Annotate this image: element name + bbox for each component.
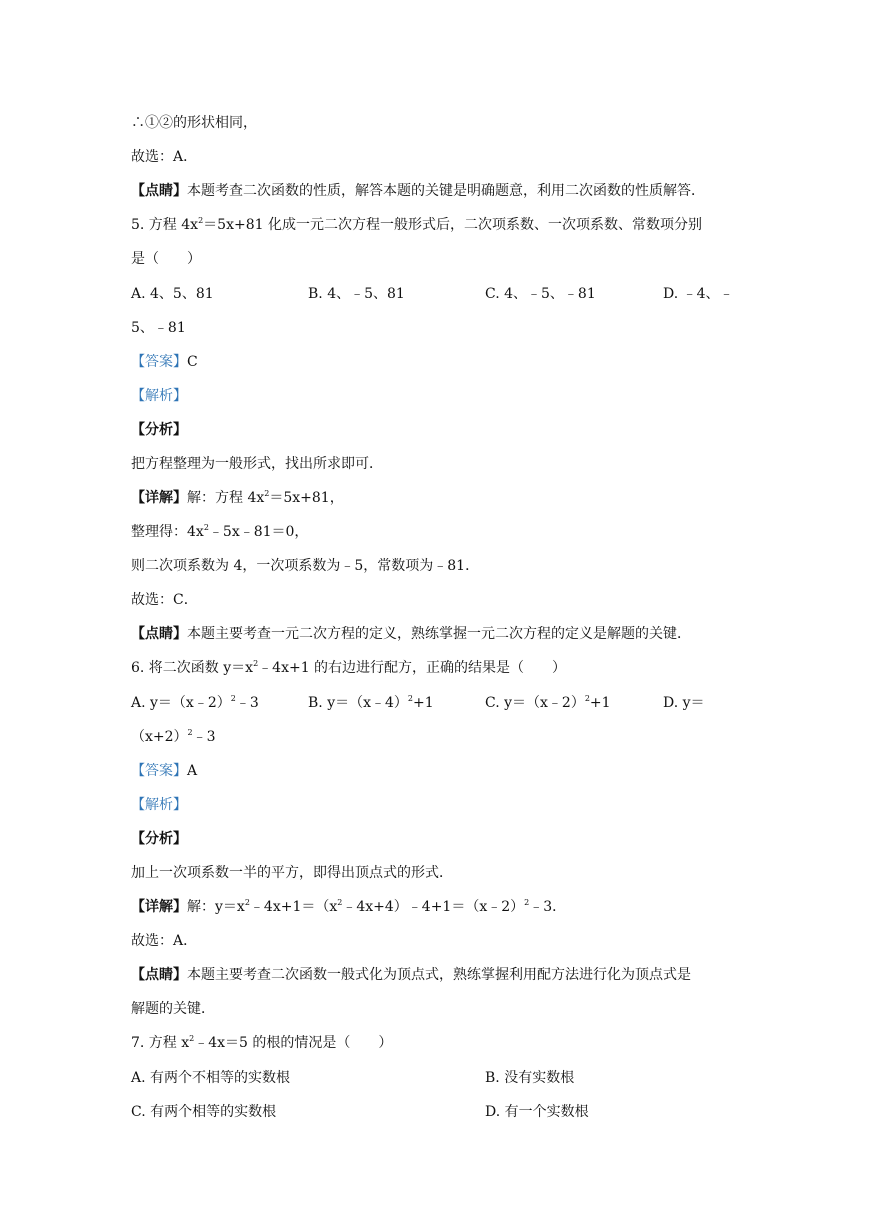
q6-option-d-cont: （x+2）: [131, 729, 188, 745]
q6-dianjing-text-2: 解题的关键．: [131, 1001, 215, 1017]
q5-option-d-text-cont: 5、﹣81: [131, 320, 186, 336]
q6-option-b-sup: 2: [407, 694, 413, 703]
q5-option-d-wrap: [131, 318, 186, 338]
q6-option-d-wrap: [131, 727, 216, 747]
q5-detail-1a: 解：方程 4x: [187, 490, 265, 506]
q5-option-b-text: B. 4、﹣5、81: [308, 286, 405, 302]
q6-fenxi-line: [131, 829, 187, 849]
prev-therefore-text: ∴①②的形状相同，: [131, 115, 257, 131]
q6-option-b: [308, 693, 434, 713]
q6-option-d: [663, 693, 705, 713]
q5-detail-1b: ＝5x+81，: [269, 490, 344, 506]
q5-stem-part-b: ＝5x+81 化成一元二次方程一般形式后，二次项系数、一次项系数、常数项分别: [203, 217, 702, 233]
q5-fenxi-line: [131, 420, 187, 440]
q5-fenxi-text: 把方程整理为一般形式，找出所求即可．: [131, 456, 383, 472]
q6-answer-tag: 【答案】: [131, 763, 187, 779]
q6-choose-line: [131, 931, 197, 951]
q6-option-c-tail: +1: [589, 695, 611, 711]
q6-stem-part-b: ﹣4x+1 的右边进行配方，正确的结果是（ ）: [258, 660, 567, 676]
q7-stem-line: [131, 1033, 392, 1053]
q5-option-a: [131, 284, 214, 304]
q5-detail-tag: 【详解】: [131, 490, 187, 506]
q7-stem-part-b: ﹣4x＝5 的根的情况是（ ）: [194, 1035, 393, 1051]
q5-jiexi-line: [131, 386, 187, 406]
q7-option-b: [485, 1068, 574, 1088]
q5-option-c: [485, 284, 596, 304]
q6-detail-line: [131, 897, 566, 917]
q6-option-c-sup: 2: [584, 694, 590, 703]
q6-option-b-tail: +1: [413, 695, 434, 711]
q6-jiexi-tag: 【解析】: [131, 797, 187, 813]
q5-detail-line-1: [131, 488, 344, 508]
q7-stem-sup: 2: [189, 1034, 195, 1043]
q5-dianjing-text: 本题主要考查一元二次方程的定义，熟练掌握一元二次方程的定义是解题的关键．: [187, 626, 691, 642]
q5-answer-tag: 【答案】: [131, 354, 187, 370]
prev-choose-text: 故选：A．: [131, 149, 198, 165]
q5-stem-sup: 2: [198, 216, 204, 225]
q5-detail-2b: ﹣5x﹣81＝0，: [208, 524, 309, 540]
q5-answer-line: [131, 352, 198, 372]
q5-detail-3: 则二次项系数为 4，一次项系数为﹣5，常数项为﹣81．: [131, 558, 480, 574]
q5-fenxi-tag: 【分析】: [131, 422, 187, 438]
q6-detail-sup-3: 2: [524, 898, 530, 907]
q6-stem-part-a: 6. 将二次函数 y＝x: [131, 660, 254, 676]
q6-dianjing-line-1: [131, 965, 691, 985]
q6-answer-line: [131, 761, 197, 781]
q6-jiexi-line: [131, 795, 187, 815]
q6-option-b-text: B. y＝（x﹣4）: [308, 695, 408, 711]
q5-detail-2-sup: 2: [203, 523, 209, 532]
q7-option-d: [485, 1102, 589, 1122]
q7-option-a-text: A. 有两个不相等的实数根: [131, 1070, 291, 1086]
q6-detail-tag: 【详解】: [131, 899, 187, 915]
q6-stem-sup: 2: [253, 659, 259, 668]
q5-detail-line-3: [131, 556, 479, 576]
q6-detail-d: ﹣3．: [529, 899, 567, 915]
prev-therefore-line: [131, 113, 257, 133]
q7-option-c-text: C. 有两个相等的实数根: [131, 1104, 277, 1120]
q6-option-a-tail: ﹣3: [235, 695, 259, 711]
q5-stem-line-2: [131, 249, 201, 269]
q7-option-c: [131, 1102, 276, 1122]
q6-fenxi-text: 加上一次项系数一半的平方，即得出顶点式的形式．: [131, 865, 453, 881]
q5-choose-text: 故选：C．: [131, 592, 198, 608]
q5-option-c-text: C. 4、﹣5、﹣81: [485, 286, 596, 302]
q6-detail-sup-2: 2: [337, 898, 343, 907]
q6-answer-value: A: [187, 763, 198, 779]
q6-fenxi-tag: 【分析】: [131, 831, 187, 847]
prev-dianjing-line: [131, 181, 705, 201]
q5-option-d-text: D. ﹣4、﹣: [663, 286, 734, 302]
q5-stem-part-a: 5. 方程 4x: [131, 217, 199, 233]
q6-option-c-text: C. y＝（x﹣2）: [485, 695, 585, 711]
q6-detail-a: 解：y＝x: [187, 899, 245, 915]
q7-option-d-text: D. 有一个实数根: [485, 1104, 589, 1120]
q7-option-a: [131, 1068, 290, 1088]
q6-detail-c: ﹣4x+4）﹣4+1＝（x﹣2）: [342, 899, 525, 915]
q5-option-d: [663, 284, 734, 304]
q5-jiexi-tag: 【解析】: [131, 388, 187, 404]
prev-choose-line: [131, 147, 197, 167]
q5-dianjing-tag: 【点睛】: [131, 626, 187, 642]
q6-option-d-text: D. y＝: [663, 695, 705, 711]
q5-dianjing-line: [131, 624, 691, 644]
q6-dianjing-line-2: [131, 999, 215, 1019]
q5-stem-line-1: [131, 215, 702, 235]
q5-detail-2a: 整理得：4x: [131, 524, 204, 540]
q5-stem-part-c: 是（ ）: [131, 251, 201, 267]
q5-option-a-text: A. 4、5、81: [131, 286, 214, 302]
q6-option-d-sup: 2: [187, 728, 193, 737]
q5-detail-line-2: [131, 522, 308, 542]
q7-option-b-text: B. 没有实数根: [485, 1070, 575, 1086]
q7-stem-part-a: 7. 方程 x: [131, 1035, 190, 1051]
q6-option-d-tail: ﹣3: [192, 729, 216, 745]
q6-fenxi-text-line: [131, 863, 453, 883]
q5-option-b: [308, 284, 405, 304]
q6-option-a-sup: 2: [230, 694, 236, 703]
q6-option-a: [131, 693, 259, 713]
q6-stem-line: [131, 658, 566, 678]
prev-dianjing-tag: 【点睛】: [131, 183, 187, 199]
q6-dianjing-tag: 【点睛】: [131, 967, 187, 983]
q6-choose-text: 故选：A．: [131, 933, 198, 949]
prev-dianjing-text: 本题考查二次函数的性质，解答本题的关键是明确题意，利用二次函数的性质解答．: [187, 183, 705, 199]
q6-option-c: [485, 693, 611, 713]
q5-fenxi-text-line: [131, 454, 383, 474]
q6-option-a-text: A. y＝（x﹣2）: [131, 695, 231, 711]
q6-detail-sup-1: 2: [244, 898, 250, 907]
q6-detail-b: ﹣4x+1＝（x: [249, 899, 338, 915]
q5-choose-line: [131, 590, 198, 610]
q5-answer-value: C: [187, 354, 198, 370]
q6-dianjing-text-1: 本题主要考查二次函数一般式化为顶点式，熟练掌握利用配方法进行化为顶点式是: [187, 967, 691, 983]
q5-detail-1-sup: 2: [264, 489, 270, 498]
